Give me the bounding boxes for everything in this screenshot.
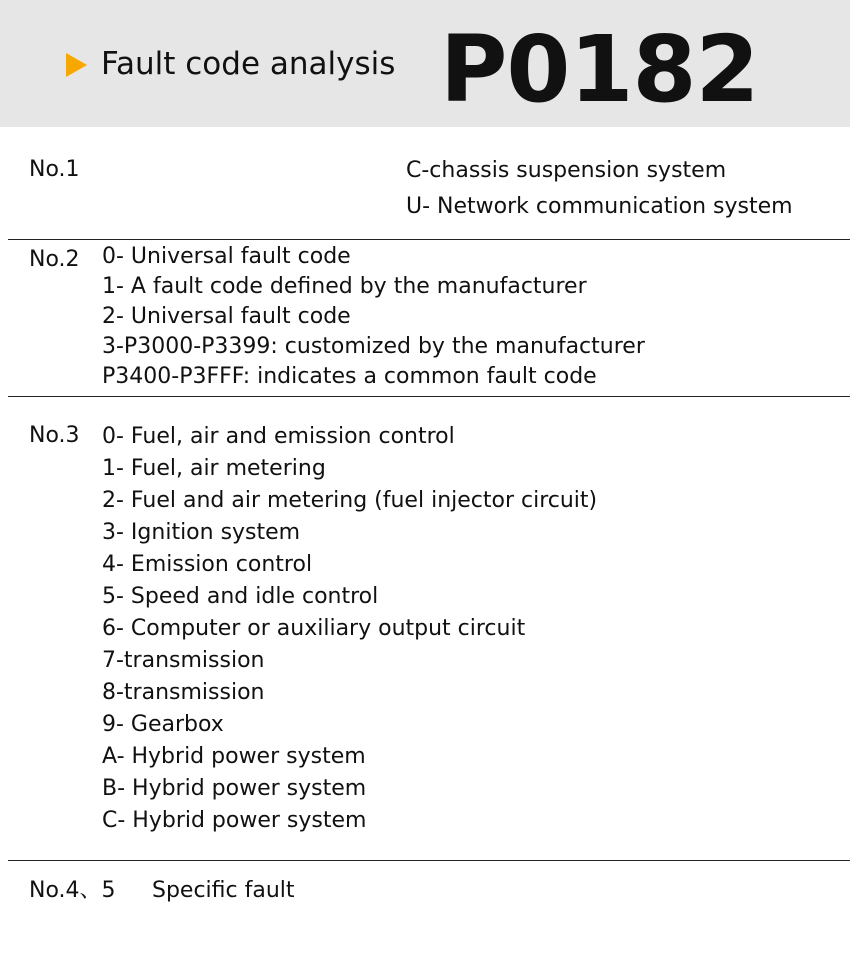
list-item: 5- Speed and idle control <box>102 584 379 609</box>
list-item: P3400-P3FFF: indicates a common fault code <box>102 364 597 389</box>
list-item: 8-transmission <box>102 680 265 705</box>
list-item: 7-transmission <box>102 648 265 673</box>
divider <box>8 396 850 397</box>
list-item: 3-P3000-P3399: customized by the manufacturer <box>102 334 645 359</box>
list-item: C- Hybrid power system <box>102 808 367 833</box>
list-item: 0- Fuel, air and emission control <box>102 424 455 449</box>
list-item: 9- Gearbox <box>102 712 224 737</box>
list-item: U- Network communication system <box>406 194 793 219</box>
list-item: B- Hybrid power system <box>102 776 367 801</box>
list-item: 1- A fault code defined by the manufacturer <box>102 274 587 299</box>
section-label: No.4、5 <box>29 878 116 903</box>
list-item: 3- Ignition system <box>102 520 301 545</box>
fault-code: P0182 <box>440 16 759 123</box>
list-item: 6- Computer or auxiliary output circuit <box>102 616 526 641</box>
divider <box>8 860 850 861</box>
list-item: 1- Fuel, air metering <box>102 456 326 481</box>
list-item: C-chassis suspension system <box>406 158 727 183</box>
header-title: Fault code analysis <box>101 46 396 82</box>
section-label: No.2 <box>29 247 80 272</box>
section-label: No.3 <box>29 423 80 448</box>
list-item: 4- Emission control <box>102 552 313 577</box>
list-item: 0- Universal fault code <box>102 244 351 269</box>
header-banner <box>0 0 850 127</box>
list-item: 2- Fuel and air metering (fuel injector circuit) <box>102 488 598 513</box>
play-triangle-icon <box>66 53 87 77</box>
list-item: A- Hybrid power system <box>102 744 366 769</box>
list-item: 2- Universal fault code <box>102 304 351 329</box>
divider <box>8 239 850 240</box>
section-label: No.1 <box>29 157 80 182</box>
section-text: Specific fault <box>152 878 295 903</box>
